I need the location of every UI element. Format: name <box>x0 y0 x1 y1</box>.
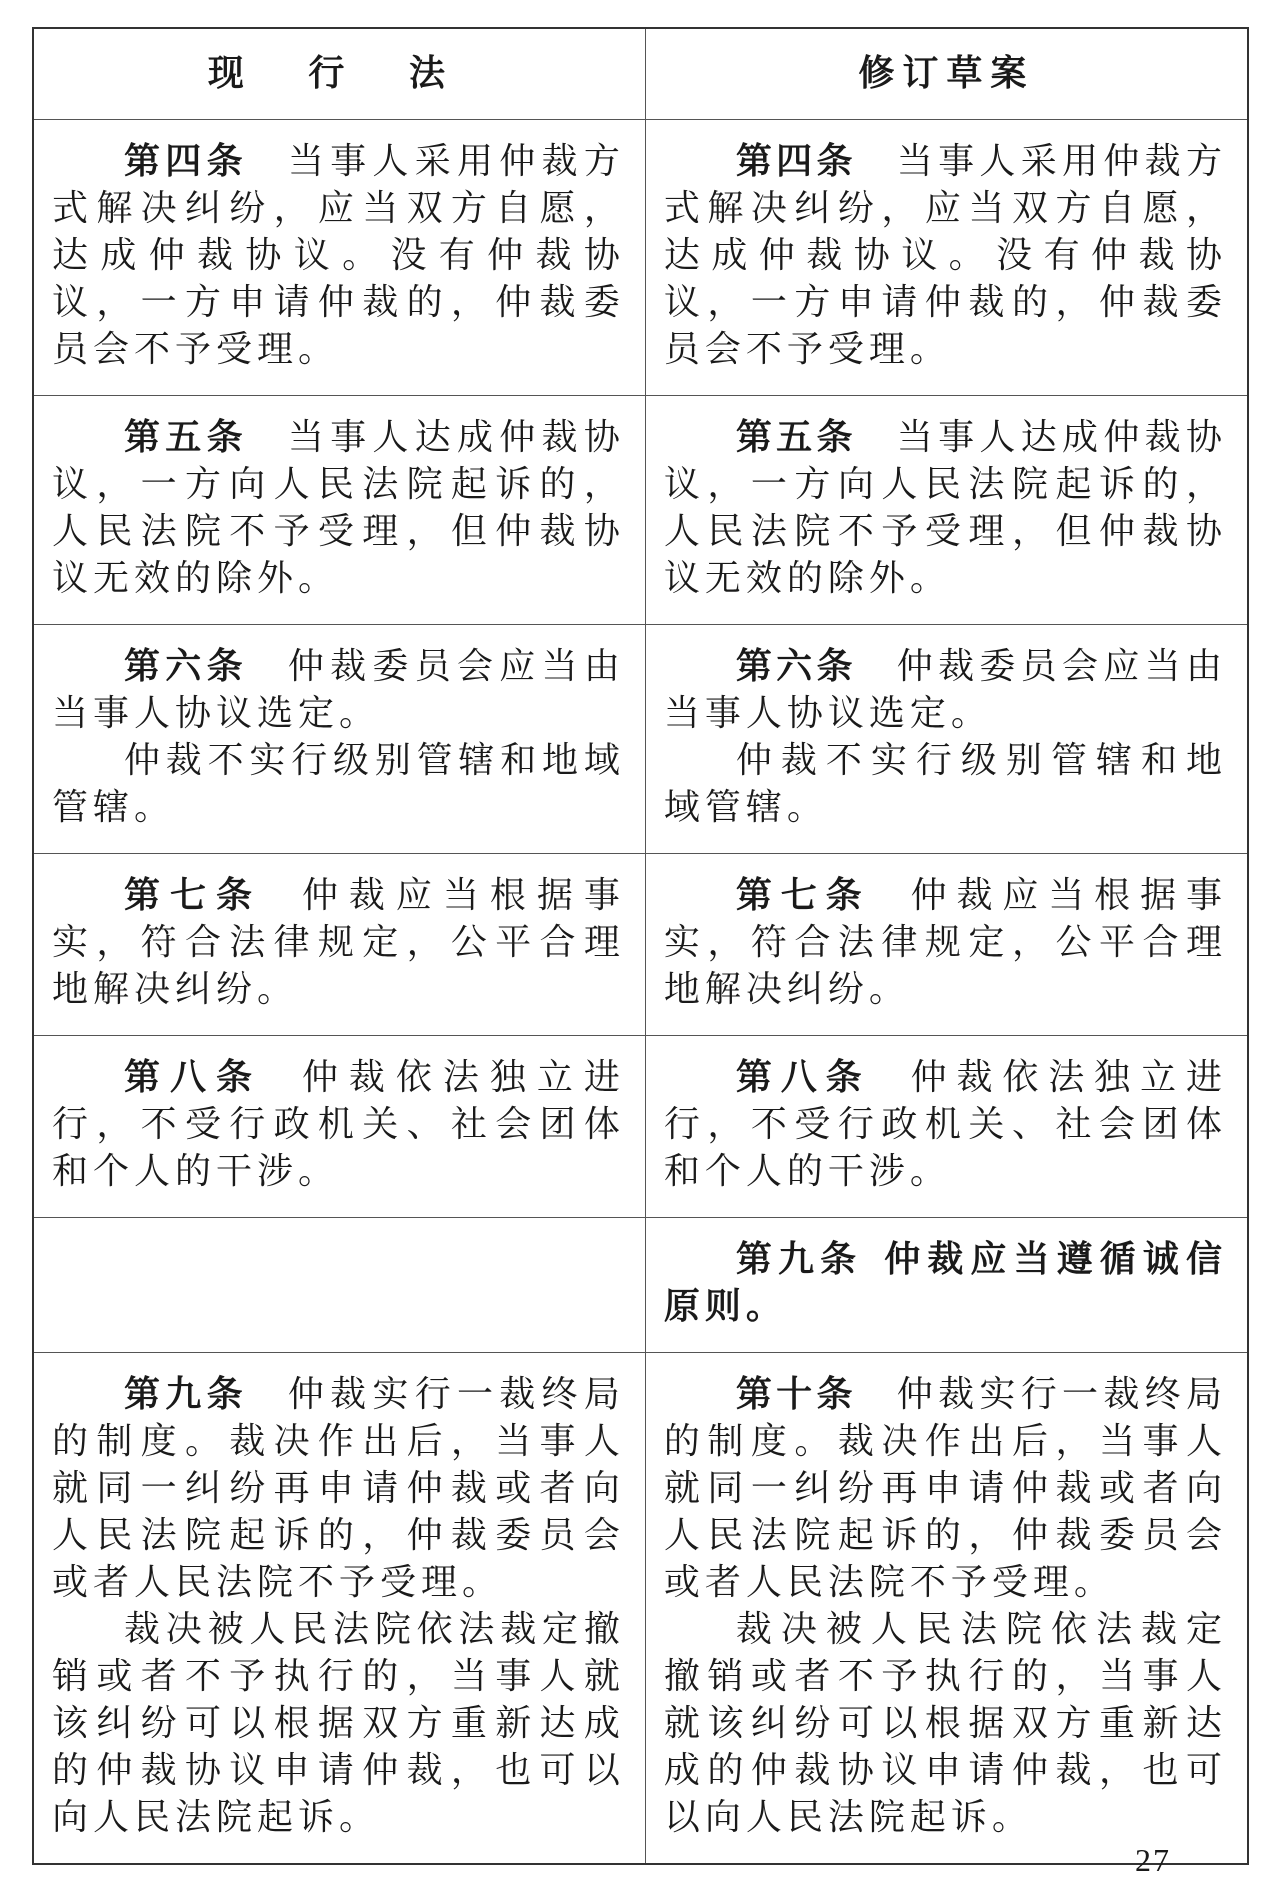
article-row <box>33 1353 1248 1865</box>
current-cell <box>33 854 645 1036</box>
article-row <box>33 396 1248 625</box>
article-paragraph <box>664 414 1227 602</box>
article-number: 第七条 <box>735 875 871 916</box>
article-text: 当事人达成仲裁协议，一方向人民法院起诉的，人民法院不予受理，但仲裁协议无效的除外。 <box>663 417 1227 599</box>
article-number: 第四条 <box>124 141 248 182</box>
article-text: 仲裁不实行级别管辖和地域管辖。 <box>52 740 625 828</box>
article-text: 仲裁委员会应当由当事人协议选定。 <box>663 646 1227 734</box>
article-number: 第六条 <box>735 646 857 687</box>
article-row <box>33 625 1248 854</box>
table-body <box>33 120 1248 1865</box>
draft-cell <box>645 625 1248 854</box>
article-text: 仲裁实行一裁终局的制度。裁决作出后，当事人就同一纠纷再申请仲裁或者向人民法院起诉的，仲裁委员会或者人民法院不予受理。 <box>663 1374 1227 1603</box>
article-text: 当事人采用仲裁方式解决纠纷，应当双方自愿，达成仲裁协议。没有仲裁协议，一方申请仲裁的，仲裁委员会不予受理。 <box>52 141 625 370</box>
article-number: 第九条 <box>735 1239 863 1280</box>
article-text: 当事人达成仲裁协议，一方向人民法院起诉的，人民法院不予受理，但仲裁协议无效的除外。 <box>52 417 625 599</box>
article-row <box>33 1036 1248 1218</box>
article-number: 第七条 <box>124 875 262 916</box>
article-text: 当事人采用仲裁方式解决纠纷，应当双方自愿，达成仲裁协议。没有仲裁协议，一方申请仲裁的，仲裁委员会不予受理。 <box>663 141 1227 370</box>
current-cell <box>33 1218 645 1353</box>
current-law-header: 现 行 法 <box>33 28 645 120</box>
article-paragraph <box>664 1606 1227 1841</box>
draft-cell <box>645 1036 1248 1218</box>
article-paragraph <box>664 138 1227 373</box>
article-text: 仲裁依法独立进行，不受行政机关、社会团体和个人的干涉。 <box>52 1057 625 1192</box>
current-cell <box>33 396 645 625</box>
article-paragraph <box>664 737 1227 831</box>
draft-cell <box>645 120 1248 396</box>
article-text: 裁决被人民法院依法裁定撤销或者不予执行的，当事人就该纠纷可以根据双方重新达成的仲裁协议申请仲裁，也可以向人民法院起诉。 <box>52 1609 625 1838</box>
article-paragraph <box>52 138 625 373</box>
article-paragraph <box>52 643 625 737</box>
article-number: 第五条 <box>735 417 857 458</box>
article-number: 第五条 <box>124 417 248 458</box>
article-row <box>33 854 1248 1036</box>
article-number: 第八条 <box>124 1057 262 1098</box>
current-cell <box>33 1036 645 1218</box>
article-row <box>33 1218 1248 1353</box>
article-paragraph <box>664 1236 1227 1330</box>
article-number: 第六条 <box>124 646 248 687</box>
current-cell <box>33 1353 645 1865</box>
header-row <box>33 28 1248 120</box>
article-paragraph <box>52 1054 625 1195</box>
article-number: 第八条 <box>735 1057 871 1098</box>
article-text: 仲裁实行一裁终局的制度。裁决作出后，当事人就同一纠纷再申请仲裁或者向人民法院起诉的，仲裁委员会或者人民法院不予受理。 <box>52 1374 625 1603</box>
current-cell <box>33 625 645 854</box>
draft-cell <box>645 854 1248 1036</box>
page-footer <box>1059 1842 1247 1879</box>
article-number: 第十条 <box>735 1374 857 1415</box>
article-row <box>33 120 1248 396</box>
article-paragraph <box>664 872 1227 1013</box>
article-paragraph <box>52 1606 625 1841</box>
article-text: 仲裁应当遵循诚信原则。 <box>663 1239 1227 1327</box>
draft-header: 修订草案 <box>645 28 1248 120</box>
article-number: 第九条 <box>124 1374 248 1415</box>
article-paragraph <box>664 1054 1227 1195</box>
article-text: 仲裁委员会应当由当事人协议选定。 <box>52 646 625 734</box>
comparison-table <box>32 27 1249 1865</box>
draft-cell <box>645 396 1248 625</box>
article-text: 仲裁应当根据事实，符合法律规定，公平合理地解决纠纷。 <box>52 875 625 1010</box>
article-paragraph <box>52 1371 625 1606</box>
footer-dash-right <box>1189 1863 1229 1865</box>
article-text: 仲裁不实行级别管辖和地域管辖。 <box>663 740 1227 828</box>
article-number: 第四条 <box>735 141 857 182</box>
current-cell <box>33 120 645 396</box>
article-paragraph <box>52 872 625 1013</box>
article-text: 仲裁应当根据事实，符合法律规定，公平合理地解决纠纷。 <box>663 875 1227 1010</box>
draft-cell <box>645 1218 1248 1353</box>
footer-dash-left <box>1077 1863 1117 1865</box>
article-paragraph <box>52 414 625 602</box>
draft-cell <box>645 1353 1248 1865</box>
article-text: 裁决被人民法院依法裁定撤销或者不予执行的，当事人就该纠纷可以根据双方重新达成的仲裁协议申请仲裁，也可以向人民法院起诉。 <box>663 1609 1227 1838</box>
page-number: 27 <box>1135 1842 1171 1878</box>
article-text: 仲裁依法独立进行，不受行政机关、社会团体和个人的干涉。 <box>663 1057 1227 1192</box>
article-paragraph <box>664 643 1227 737</box>
article-paragraph <box>52 737 625 831</box>
article-paragraph <box>664 1371 1227 1606</box>
